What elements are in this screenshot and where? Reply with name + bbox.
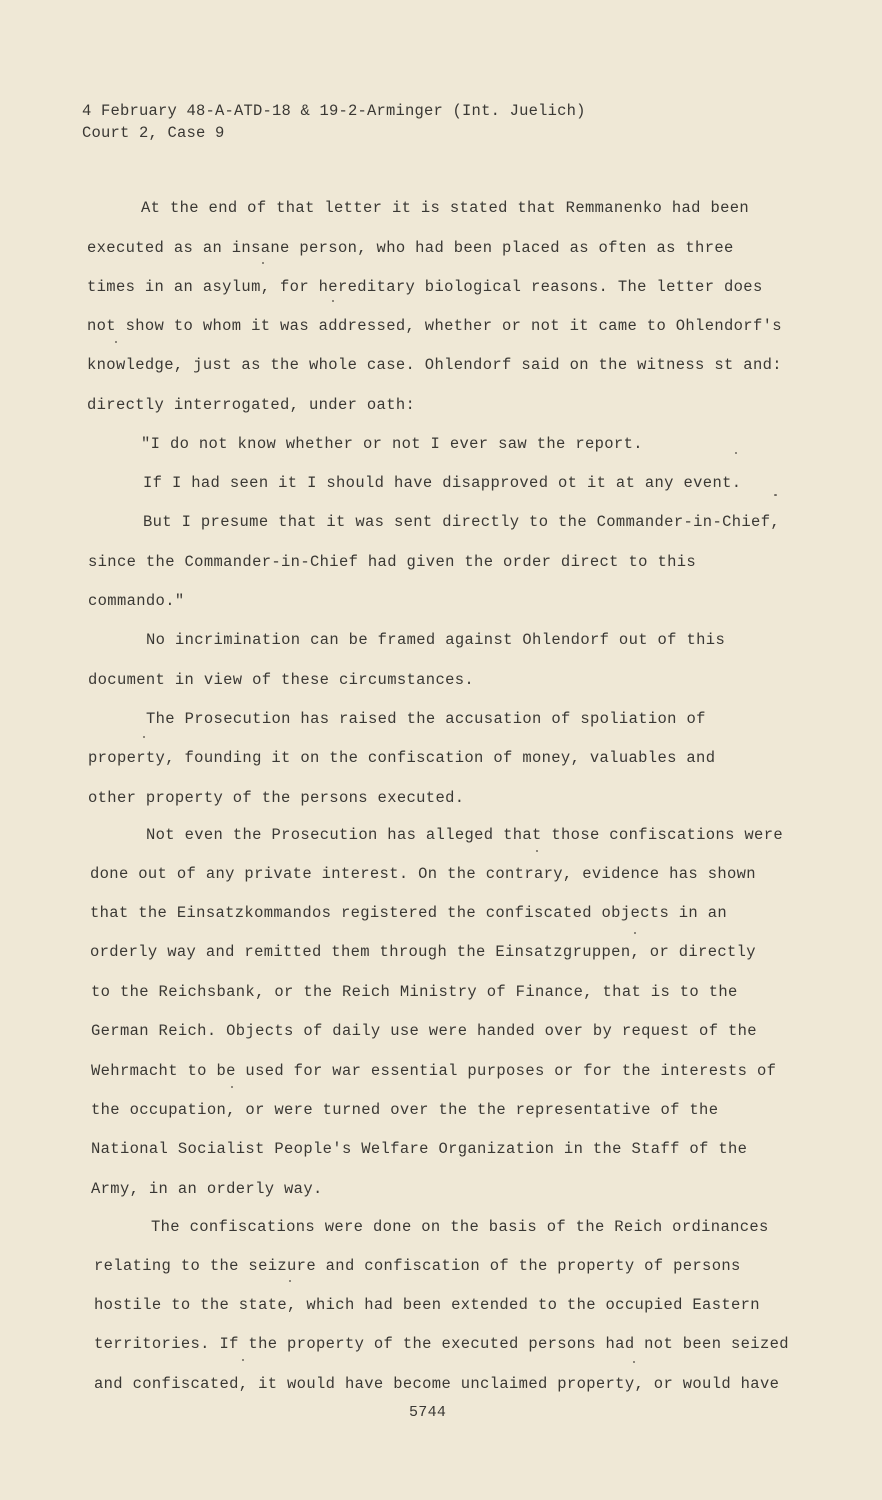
ink-speck [735, 452, 737, 454]
ink-speck [633, 1361, 635, 1363]
ink-speck [289, 1280, 291, 1282]
text-line: orderly way and remitted them through the Einsatzgruppen, or directly [90, 943, 756, 961]
text-line: If I had seen it I should have disapproved ot it at any event. [143, 474, 742, 492]
header-line-date-reference: 4 February 48-A-ATD-18 & 19-2-Arminger (Int. Juelich) [82, 102, 586, 120]
ink-speck [242, 1359, 244, 1361]
text-line: hostile to the state, which had been extended to the occupied Eastern [94, 1296, 760, 1314]
text-line: But I presume that it was sent directly to the Commander-in-Chief, [143, 513, 780, 531]
text-line: The confiscations were done on the basis of the Reich ordinances [151, 1218, 769, 1236]
text-line: directly interrogated, under oath: [87, 396, 416, 414]
text-line: Wehrmacht to be used for war essential purposes or for the interests of [91, 1062, 777, 1080]
ink-speck [231, 1086, 233, 1088]
text-line: other property of the persons executed. [88, 789, 465, 807]
text-line: commando." [88, 592, 185, 610]
text-line: German Reich. Objects of daily use were handed over by request of the [91, 1022, 757, 1040]
ink-speck [143, 736, 145, 738]
text-line: relating to the seizure and confiscation of the property of persons [94, 1257, 741, 1275]
page-number: 5744 [409, 1404, 447, 1421]
text-line: to the Reichsbank, or the Reich Ministry of Finance, that is to the [91, 983, 738, 1001]
document-header [82, 100, 586, 144]
text-line: At the end of that letter it is stated that Remmanenko had been [141, 199, 750, 217]
text-line: Army, in an orderly way. [91, 1180, 323, 1198]
text-line: National Socialist People's Welfare Organization in the Staff of the [91, 1140, 748, 1158]
text-line: property, founding it on the confiscation of money, valuables and [88, 749, 716, 767]
text-line: No incrimination can be framed against Ohlendorf out of this [146, 631, 726, 649]
header-line-court-case: Court 2, Case 9 [82, 124, 225, 142]
ink-speck [115, 341, 117, 343]
ink-speck [536, 850, 538, 852]
text-line: since the Commander-in-Chief had given the order direct to this [88, 553, 697, 571]
text-line: done out of any private interest. On the contrary, evidence has shown [90, 865, 756, 883]
ink-speck [774, 494, 777, 496]
text-line: "I do not know whether or not I ever saw the report. [141, 435, 643, 453]
text-line: The Prosecution has raised the accusation of spoliation of [146, 710, 706, 728]
ink-speck [332, 300, 334, 302]
text-line: the occupation, or were turned over the the representative of the [91, 1101, 719, 1119]
text-line: knowledge, just as the whole case. Ohlendorf said on the witness st and: [87, 356, 782, 374]
ink-speck [262, 262, 264, 264]
text-line: that the Einsatzkommandos registered the confiscated objects in an [90, 904, 727, 922]
text-line: and confiscated, it would have become unclaimed property, or would have [94, 1375, 780, 1393]
text-line: document in view of these circumstances. [88, 671, 475, 689]
text-line: times in an asylum, for hereditary biological reasons. The letter does [87, 278, 763, 296]
text-line: executed as an insane person, who had been placed as often as three [87, 239, 734, 257]
text-line: Not even the Prosecution has alleged that those confiscations were [146, 826, 783, 844]
text-line: territories. If the property of the executed persons had not been seized [94, 1335, 789, 1353]
ink-speck [634, 932, 636, 934]
text-line: not show to whom it was addressed, whether or not it came to Ohlendorf's [87, 317, 782, 335]
